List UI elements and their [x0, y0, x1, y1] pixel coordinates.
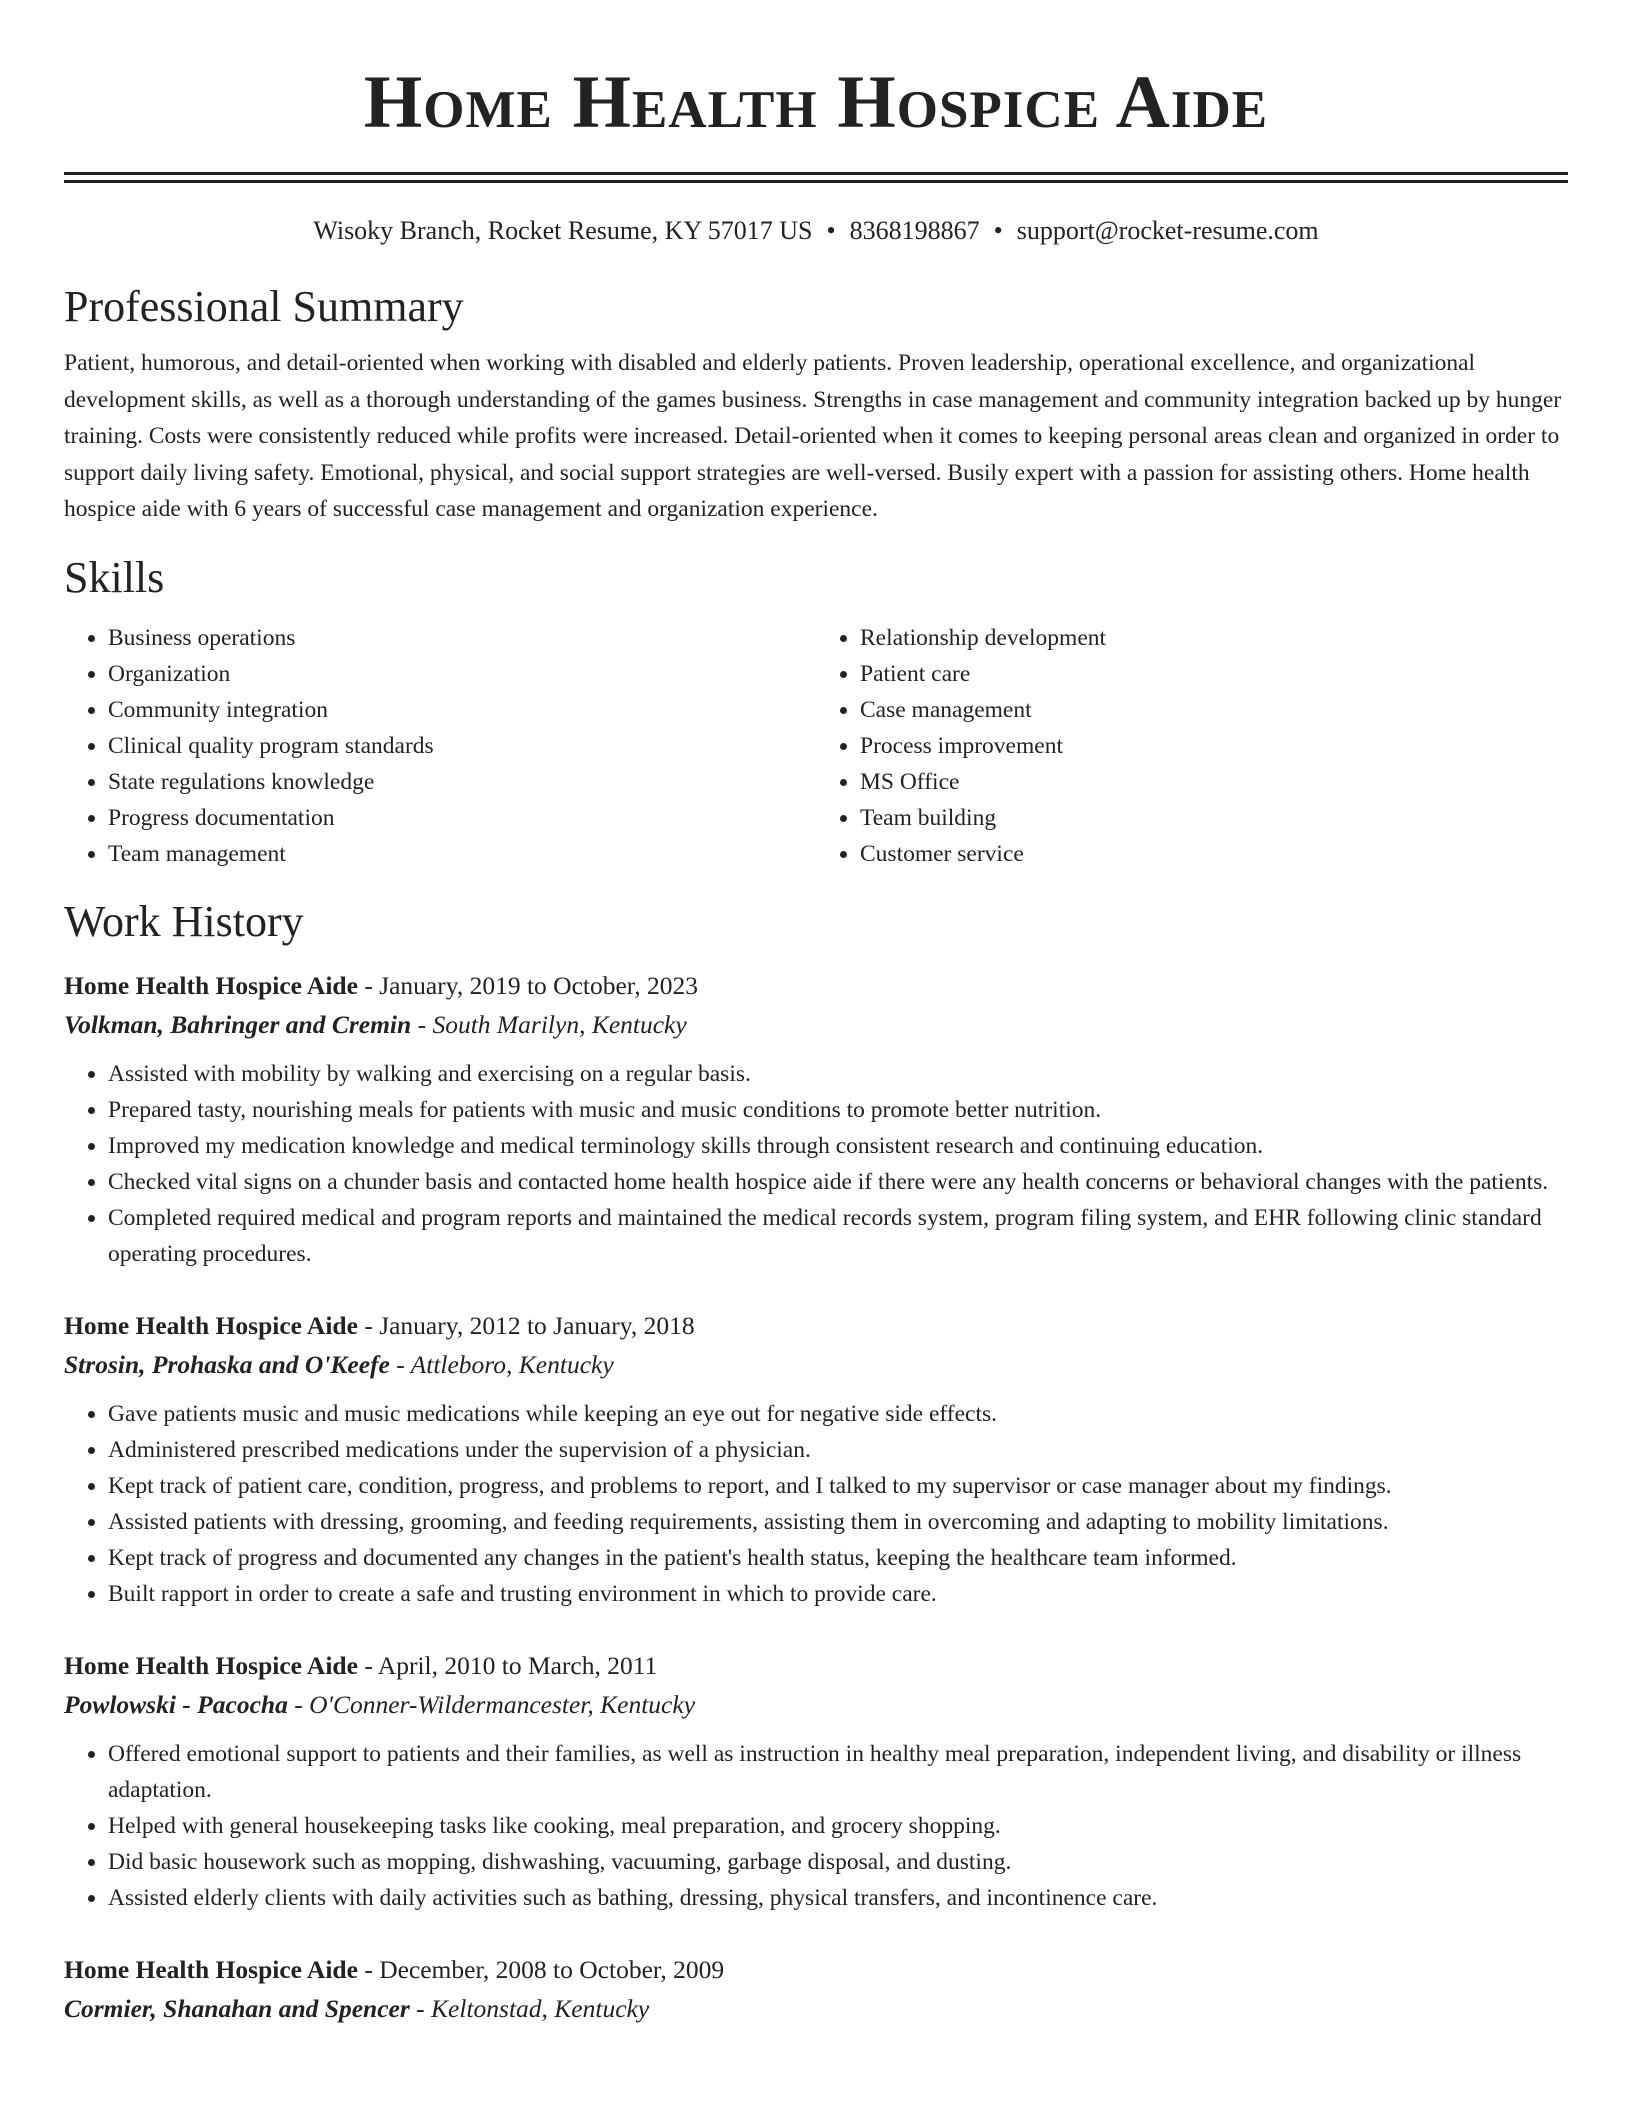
contact-address: Wisoky Branch, Rocket Resume, KY 57017 US [313, 216, 813, 245]
skill-item: • MS Office [860, 764, 1568, 800]
skill-item: • Clinical quality program standards [108, 728, 816, 764]
job-bullet: • Assisted with mobility by walking and exercising on a regular basis. [108, 1056, 1568, 1092]
job-bullet: • Completed required medical and program reports and maintained the medical records system, program filing system, and EHR following clinic standard operating procedures. [108, 1200, 1568, 1272]
skills-columns [64, 620, 1568, 872]
section-title-summary: Professional Summary [64, 282, 464, 331]
contact-separator: • [993, 216, 1003, 245]
job-company: Cormier, Shanahan and Spencer [64, 1993, 410, 2023]
job-company-line: Powlowski - Pacocha - O'Conner-Wildermancester, Kentucky [64, 1689, 696, 1719]
skill-item: • Relationship development [860, 620, 1568, 656]
resume-name: Home Health Hospice Aide [363, 61, 1269, 144]
job-company-line: Volkman, Bahringer and Cremin - South Marilyn, Kentucky [64, 1009, 687, 1039]
job-entry [64, 1646, 1568, 1916]
job-entry [64, 966, 1568, 1272]
job-title-line: Home Health Hospice Aide - January, 2012 to January, 2018 [64, 1310, 695, 1340]
job-bullets [64, 1736, 1568, 1916]
job-company-line: Cormier, Shanahan and Spencer - Keltonstad, Kentucky [64, 1993, 650, 2023]
job-bullet: • Did basic housework such as mopping, dishwashing, vacuuming, garbage disposal, and dusting. [108, 1844, 1568, 1880]
job-bullet: • Checked vital signs on a chunder basis and contacted home health hospice aide if there were any health concerns or behavioral changes with the patients. [108, 1164, 1568, 1200]
job-bullet: • Gave patients music and music medications while keeping an eye out for negative side effects. [108, 1396, 1568, 1432]
job-bullet: • Improved my medication knowledge and medical terminology skills through consistent research and continuing education. [108, 1128, 1568, 1164]
job-bullet: • Assisted patients with dressing, grooming, and feeding requirements, assisting them in overcoming and adapting to mobility limitations. [108, 1504, 1568, 1540]
job-dates: January, 2012 to January, 2018 [379, 1310, 695, 1340]
job-bullet: • Prepared tasty, nourishing meals for patients with music and music conditions to promote better nutrition. [108, 1092, 1568, 1128]
job-location: Keltonstad, Kentucky [431, 1993, 650, 2023]
skill-item: • Progress documentation [108, 800, 816, 836]
job-company: Strosin, Prohaska and O'Keefe [64, 1349, 390, 1379]
job-bullet: • Kept track of progress and documented any changes in the patient's health status, keeping the healthcare team informed. [108, 1540, 1568, 1576]
skills-list-right [816, 620, 1568, 872]
job-title: Home Health Hospice Aide [64, 1310, 358, 1340]
job-title: Home Health Hospice Aide [64, 1954, 358, 1984]
job-bullet: • Offered emotional support to patients and their families, as well as instruction in healthy meal preparation, independent living, and disability or illness adaptation. [108, 1736, 1568, 1808]
section-title-skills: Skills [64, 552, 165, 602]
job-bullet: • Helped with general housekeeping tasks like cooking, meal preparation, and grocery shopping. [108, 1808, 1568, 1844]
skill-item: • Business operations [108, 620, 816, 656]
job-dates: January, 2019 to October, 2023 [379, 970, 699, 1000]
job-company: Volkman, Bahringer and Cremin [64, 1009, 412, 1039]
job-company: Powlowski - Pacocha [64, 1689, 288, 1719]
header-divider [64, 172, 1568, 183]
job-dates: April, 2010 to March, 2011 [377, 1650, 658, 1680]
contact-separator: • [826, 216, 836, 245]
contact-email: support@rocket-resume.com [1016, 216, 1319, 245]
work-history-list [64, 966, 1568, 2028]
skill-item: • Customer service [860, 836, 1568, 872]
skill-item: • Patient care [860, 656, 1568, 692]
summary-text: Patient, humorous, and detail-oriented when working with disabled and elderly patients. Proven leadership, operational excellence, and organizational development skills, as well as a thorough understanding of the games business. Strengths in case management and community integration backed up by hunger training. Costs were consistently reduced while profits were increased. Detail-oriented when it comes to keeping personal areas clean and organized in order to support daily living safety. Emotional, physical, and social support strategies are well-versed. Busily expert with a passion for assisting others. Home health hospice aide with 6 years of successful case management and organization experience. [64, 350, 1562, 522]
skill-item: • Team building [860, 800, 1568, 836]
skill-item: • Team management [108, 836, 816, 872]
contact-phone: 8368198867 [849, 216, 980, 245]
job-company-line: Strosin, Prohaska and O'Keefe - Attleboro, Kentucky [64, 1349, 614, 1379]
skill-item: • Community integration [108, 692, 816, 728]
job-location: O'Conner-Wildermancester, Kentucky [309, 1689, 696, 1719]
skills-list-left [64, 620, 816, 872]
job-bullet: • Built rapport in order to create a safe and trusting environment in which to provide care. [108, 1576, 1568, 1612]
job-location: Attleboro, Kentucky [410, 1349, 614, 1379]
job-bullets [64, 1056, 1568, 1272]
skill-item: • Case management [860, 692, 1568, 728]
skill-item: • Organization [108, 656, 816, 692]
job-title-line: Home Health Hospice Aide - January, 2019 to October, 2023 [64, 970, 699, 1000]
job-bullets [64, 1396, 1568, 1612]
contact-line [64, 213, 1568, 249]
job-title: Home Health Hospice Aide [64, 970, 358, 1000]
job-title: Home Health Hospice Aide [64, 1650, 358, 1680]
section-title-work-history: Work History [64, 896, 304, 946]
skill-item: • State regulations knowledge [108, 764, 816, 800]
job-bullet: • Administered prescribed medications under the supervision of a physician. [108, 1432, 1568, 1468]
job-bullet: • Kept track of patient care, condition, progress, and problems to report, and I talked to my supervisor or case manager about my findings. [108, 1468, 1568, 1504]
job-location: South Marilyn, Kentucky [432, 1009, 687, 1039]
job-entry [64, 1950, 1568, 2028]
job-title-line: Home Health Hospice Aide - April, 2010 to March, 2011 [64, 1650, 658, 1680]
job-title-line: Home Health Hospice Aide - December, 2008 to October, 2009 [64, 1954, 725, 1984]
job-dates: December, 2008 to October, 2009 [379, 1954, 725, 1984]
job-bullet: • Assisted elderly clients with daily activities such as bathing, dressing, physical transfers, and incontinence care. [108, 1880, 1568, 1916]
skill-item: • Process improvement [860, 728, 1568, 764]
job-entry [64, 1306, 1568, 1612]
